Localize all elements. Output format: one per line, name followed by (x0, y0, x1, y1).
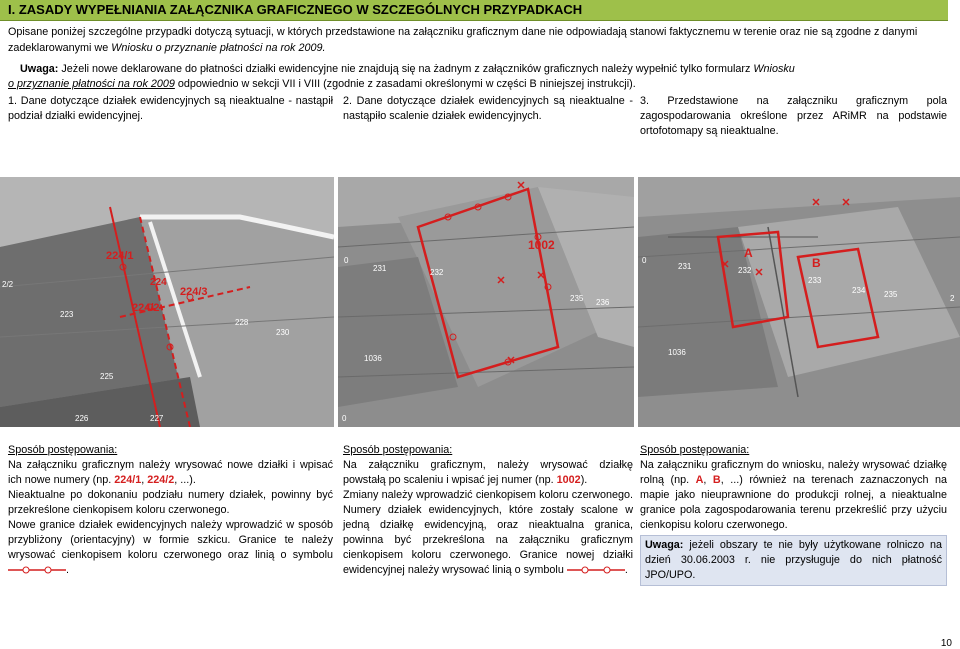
parcel-label-224-2: 224/2 (132, 302, 160, 314)
parcel-label: 2 (950, 294, 955, 303)
procedure-label: Sposób postępowania: (640, 444, 750, 456)
note-label: Uwaga: (20, 63, 59, 75)
parcel-label: 235 (570, 294, 584, 303)
parcel-label: 231 (678, 262, 692, 271)
procedure-label: Sposób postępowania: (8, 444, 118, 456)
orthophoto-merged-parcel (338, 177, 634, 427)
parcel-label: 1036 (668, 348, 686, 357)
parcel-label: 232 (430, 268, 444, 277)
parcel-label: 231 (373, 264, 387, 273)
parcel-label-1002: 1002 (528, 238, 555, 252)
parcel-label: 0 (344, 256, 349, 265)
field-label-a: A (744, 246, 753, 260)
parcel-label: 232 (738, 266, 752, 275)
parcel-label: 226 (75, 414, 89, 423)
parcel-label: 234 (852, 286, 866, 295)
parcel-label: 1036 (364, 354, 382, 363)
orthophoto-split-parcel (0, 177, 334, 427)
field-label-b: B (812, 256, 821, 270)
case-3-title: 3. Przedstawione na załączniku graficznym pola zagospodarowania określone przez ARiMR na podstawie ortofotomapy są nieaktualne. (640, 95, 947, 137)
parcel-label: 0 (342, 414, 347, 423)
note-paragraph: Uwaga: Jeżeli nowe deklarowane do płatności działki ewidencyjne nie znajdują się na żadnym z załączników graficznych należy wypełnić tylko formularz Wniosku o przyznanie płatności na rok 2009 odpowiednio w sekcji VII i VIII (zgodnie z zasadami określonymi w części B niniejszej instrukcji). (8, 63, 795, 90)
case-2-title: 2. Dane dotyczące działek ewidencyjnych są nieaktualne - nastąpiło scalenie działek ewidencyjnych. (343, 95, 633, 122)
parcel-label: 235 (884, 290, 898, 299)
parcel-label-224-3: 224/3 (180, 286, 208, 298)
parcel-label: 228 (235, 318, 249, 327)
intro-paragraph: Opisane poniżej szczególne przypadki dotyczą sytuacji, w których przedstawione na załączniku graficznym dane nie odpowiadają stanowi faktycznemu w terenie oraz nie są zgodne z danymi zadeklarowanymi we Wniosku o przyznanie płatności na rok 2009. (8, 26, 918, 54)
parcel-label: 233 (808, 276, 822, 285)
procedure-label: Sposób postępowania: (343, 444, 453, 456)
red-line-symbol (8, 565, 66, 575)
red-line-symbol (567, 565, 625, 575)
parcel-label: 0 (642, 256, 647, 265)
case-1-title: 1. Dane dotyczące działek ewidencyjnych są nieaktualne - nastąpił podział działki ewidencyjnej. (8, 95, 333, 122)
parcel-label: 2/2 (2, 280, 14, 289)
procedure-1: Sposób postępowania: Na załączniku graficznym należy wrysować nowe działki i wpisać ich nowe numery (np. 224/1, 224/2, ...). Nieaktualne po dokonaniu podziału numery działek, powinny być przekreślone cienkopisem koloru czerwonego. Nowe granice działek ewidencyjnych należy wprowadzić w sposób przybliżony (orientacyjny) w formie szkicu. Granice te należy wrysować cienkopisem koloru czerwonego oraz linią o symbolu . (8, 444, 333, 576)
procedure-3: Sposób postępowania: Na załączniku graficznym do wniosku, należy wrysować działkę rolną (np. A, B, ...) również na terenach zaznaczonych na mapie jako nieuprawnione do produkcji rolnej, a nieaktualne granice pola zagospodarowania terenu przekreślić przy użyciu cienkopisu koloru czerwonego. Uwaga: jeżeli obszary te nie były użytkowane rolniczo na dzień 30.06.2003 r. nie przysługuje do nich płatność JPO/UPO. (640, 443, 947, 586)
parcel-label-224: 224 (150, 277, 167, 288)
parcel-label: 227 (150, 414, 164, 423)
parcel-label: 223 (60, 310, 74, 319)
section-header (0, 0, 948, 21)
parcel-label: 236 (596, 298, 610, 307)
parcel-label: 225 (100, 372, 114, 381)
parcel-label: 230 (276, 328, 290, 337)
page-number: 10 (940, 638, 952, 649)
parcel-label-224-1: 224/1 (106, 250, 134, 262)
procedure-2: Sposób postępowania: Na załączniku graficznym, należy wrysować działkę powstałą po scaleniu i wpisać jej numer (np. 1002). Zmiany należy wprowadzić cienkopisem koloru czerwonego. Numery działek ewidencyjnych, które zostały scalone w jedną działkę ewidencyjną, oraz nieaktualna granica, powinna być przekreślona na załączniku graficznym cienkopisem koloru czerwonego. Granice nowej działki ewidencyjnej należy wrysować linią o symbolu . (343, 444, 633, 576)
section-title: I. ZASADY WYPEŁNIANIA ZAŁĄCZNIKA GRAFICZNEGO W SZCZEGÓLNYCH PRZYPADKACH (8, 2, 583, 17)
note-box: Uwaga: jeżeli obszary te nie były użytkowane rolniczo na dzień 30.06.2003 r. nie przysługuje do nich płatność JPO/UPO. (640, 535, 947, 586)
orthophoto-outdated-field (638, 177, 960, 427)
